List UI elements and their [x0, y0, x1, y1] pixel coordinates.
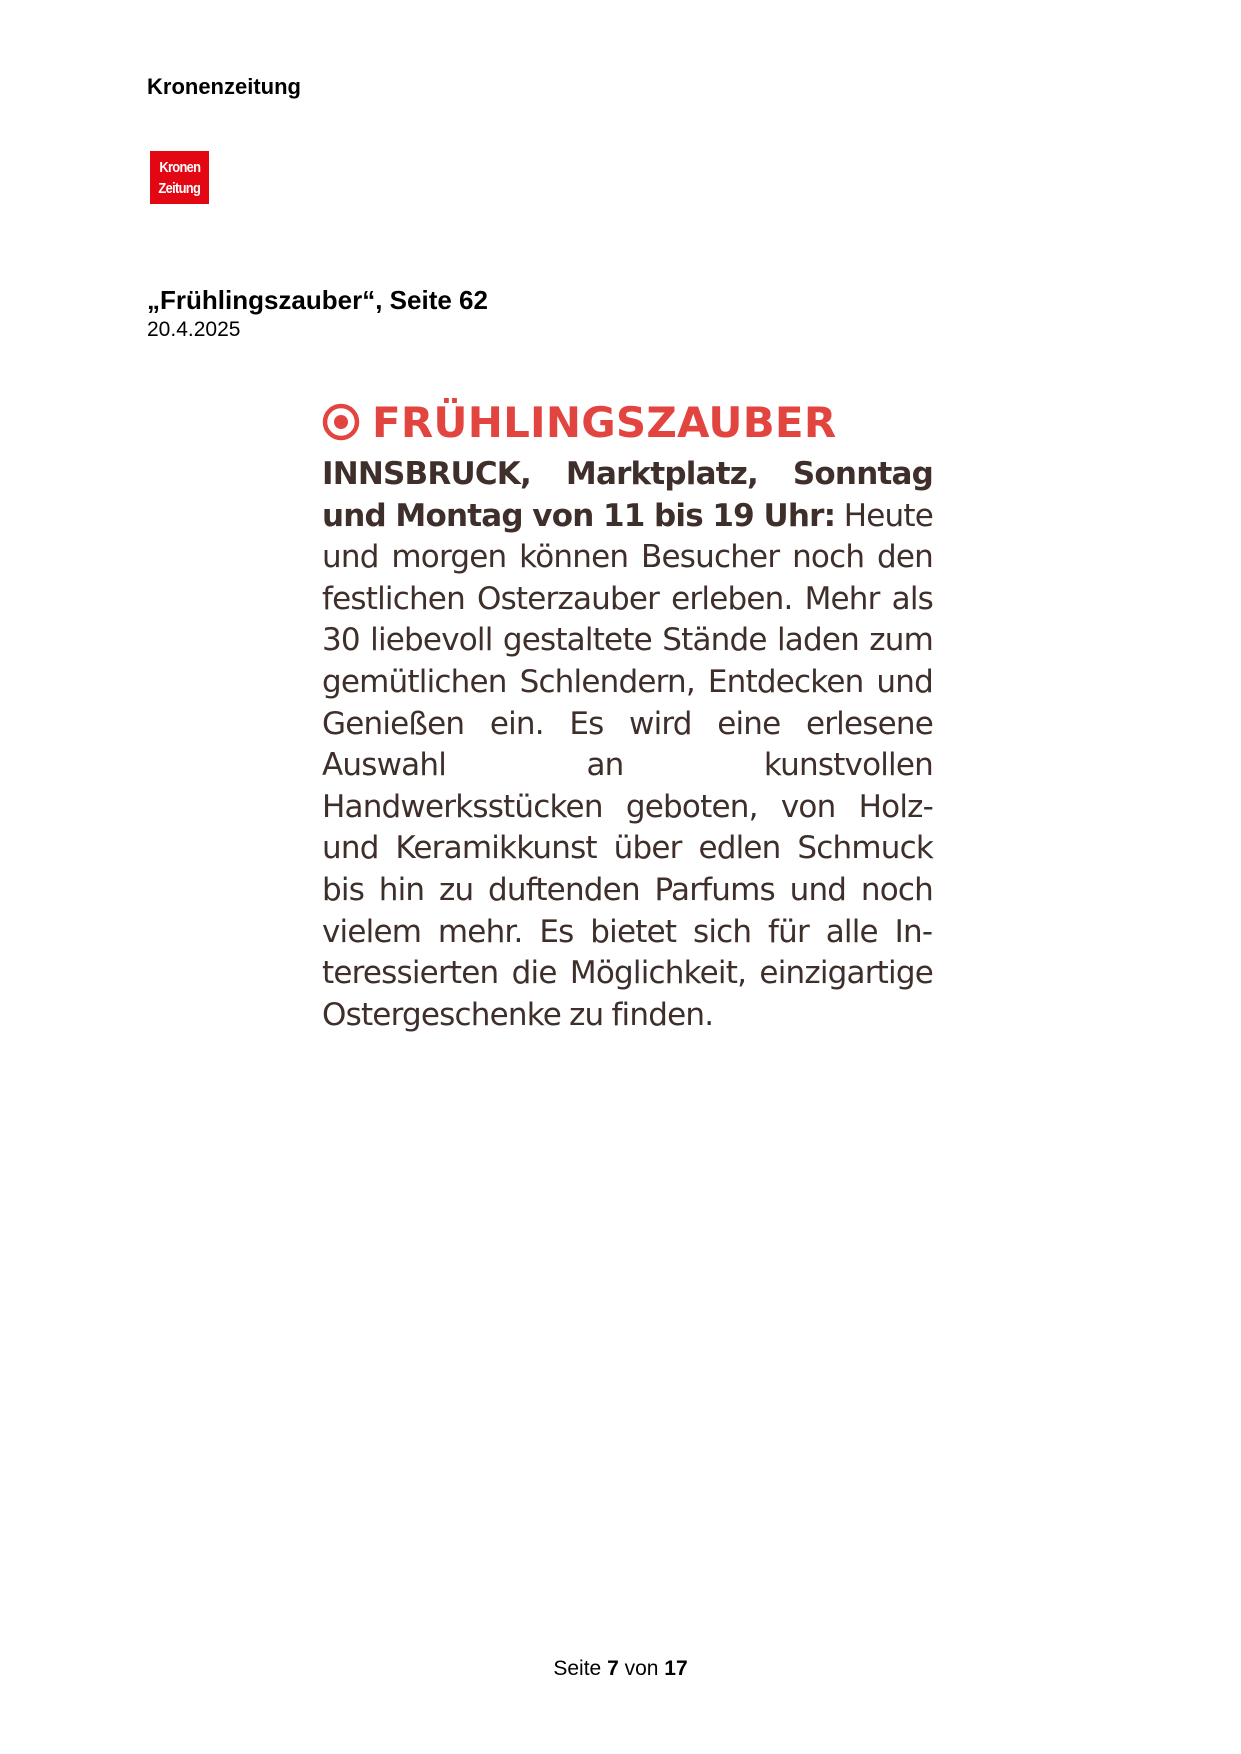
- page-footer: [0, 1657, 1241, 1681]
- article-date: 20.4.2025: [147, 318, 241, 341]
- publication-name: Kronenzeitung: [147, 74, 301, 99]
- clipping-body-text: Heute und morgen können Besucher noch den festlichen Osterzauber erleben. Mehr als 30 liebevoll gestaltete Stände laden zum gemütlichen Schlendern, Entdecken und Genießen ein. Es wird eine erlesene Auswahl an kunstvollen Handwerksstücken geboten, von Holz- und Keramikkunst über edlen Schmuck bis hin zu duftenden Parfums und noch vielem mehr. Es bietet sich für alle Interessierten die Möglichkeit, einzigartige Ostergeschenke zu finden.: [322, 497, 933, 1033]
- logo-line-1: Kronen: [158, 158, 201, 176]
- article-title: „Frühlingszauber“, Seite 62: [147, 285, 488, 315]
- clipping-lead: INNSBRUCK, Marktplatz, Sonntag und Montag von 11 bis 19 Uhr:: [322, 456, 933, 534]
- clipping-headline: [322, 396, 933, 448]
- page-label: Seite: [553, 1657, 602, 1680]
- logo-line-2: Zeitung: [158, 179, 201, 197]
- kronen-zeitung-logo: [150, 151, 209, 204]
- target-icon: [322, 403, 360, 441]
- page-separator: von: [624, 1657, 659, 1680]
- headline-text: FRÜHLINGSZAUBER: [372, 397, 837, 447]
- page-total: 17: [664, 1657, 688, 1680]
- clipping-body: [322, 454, 933, 1036]
- page-current: 7: [607, 1657, 619, 1680]
- newspaper-clipping: [322, 396, 933, 1036]
